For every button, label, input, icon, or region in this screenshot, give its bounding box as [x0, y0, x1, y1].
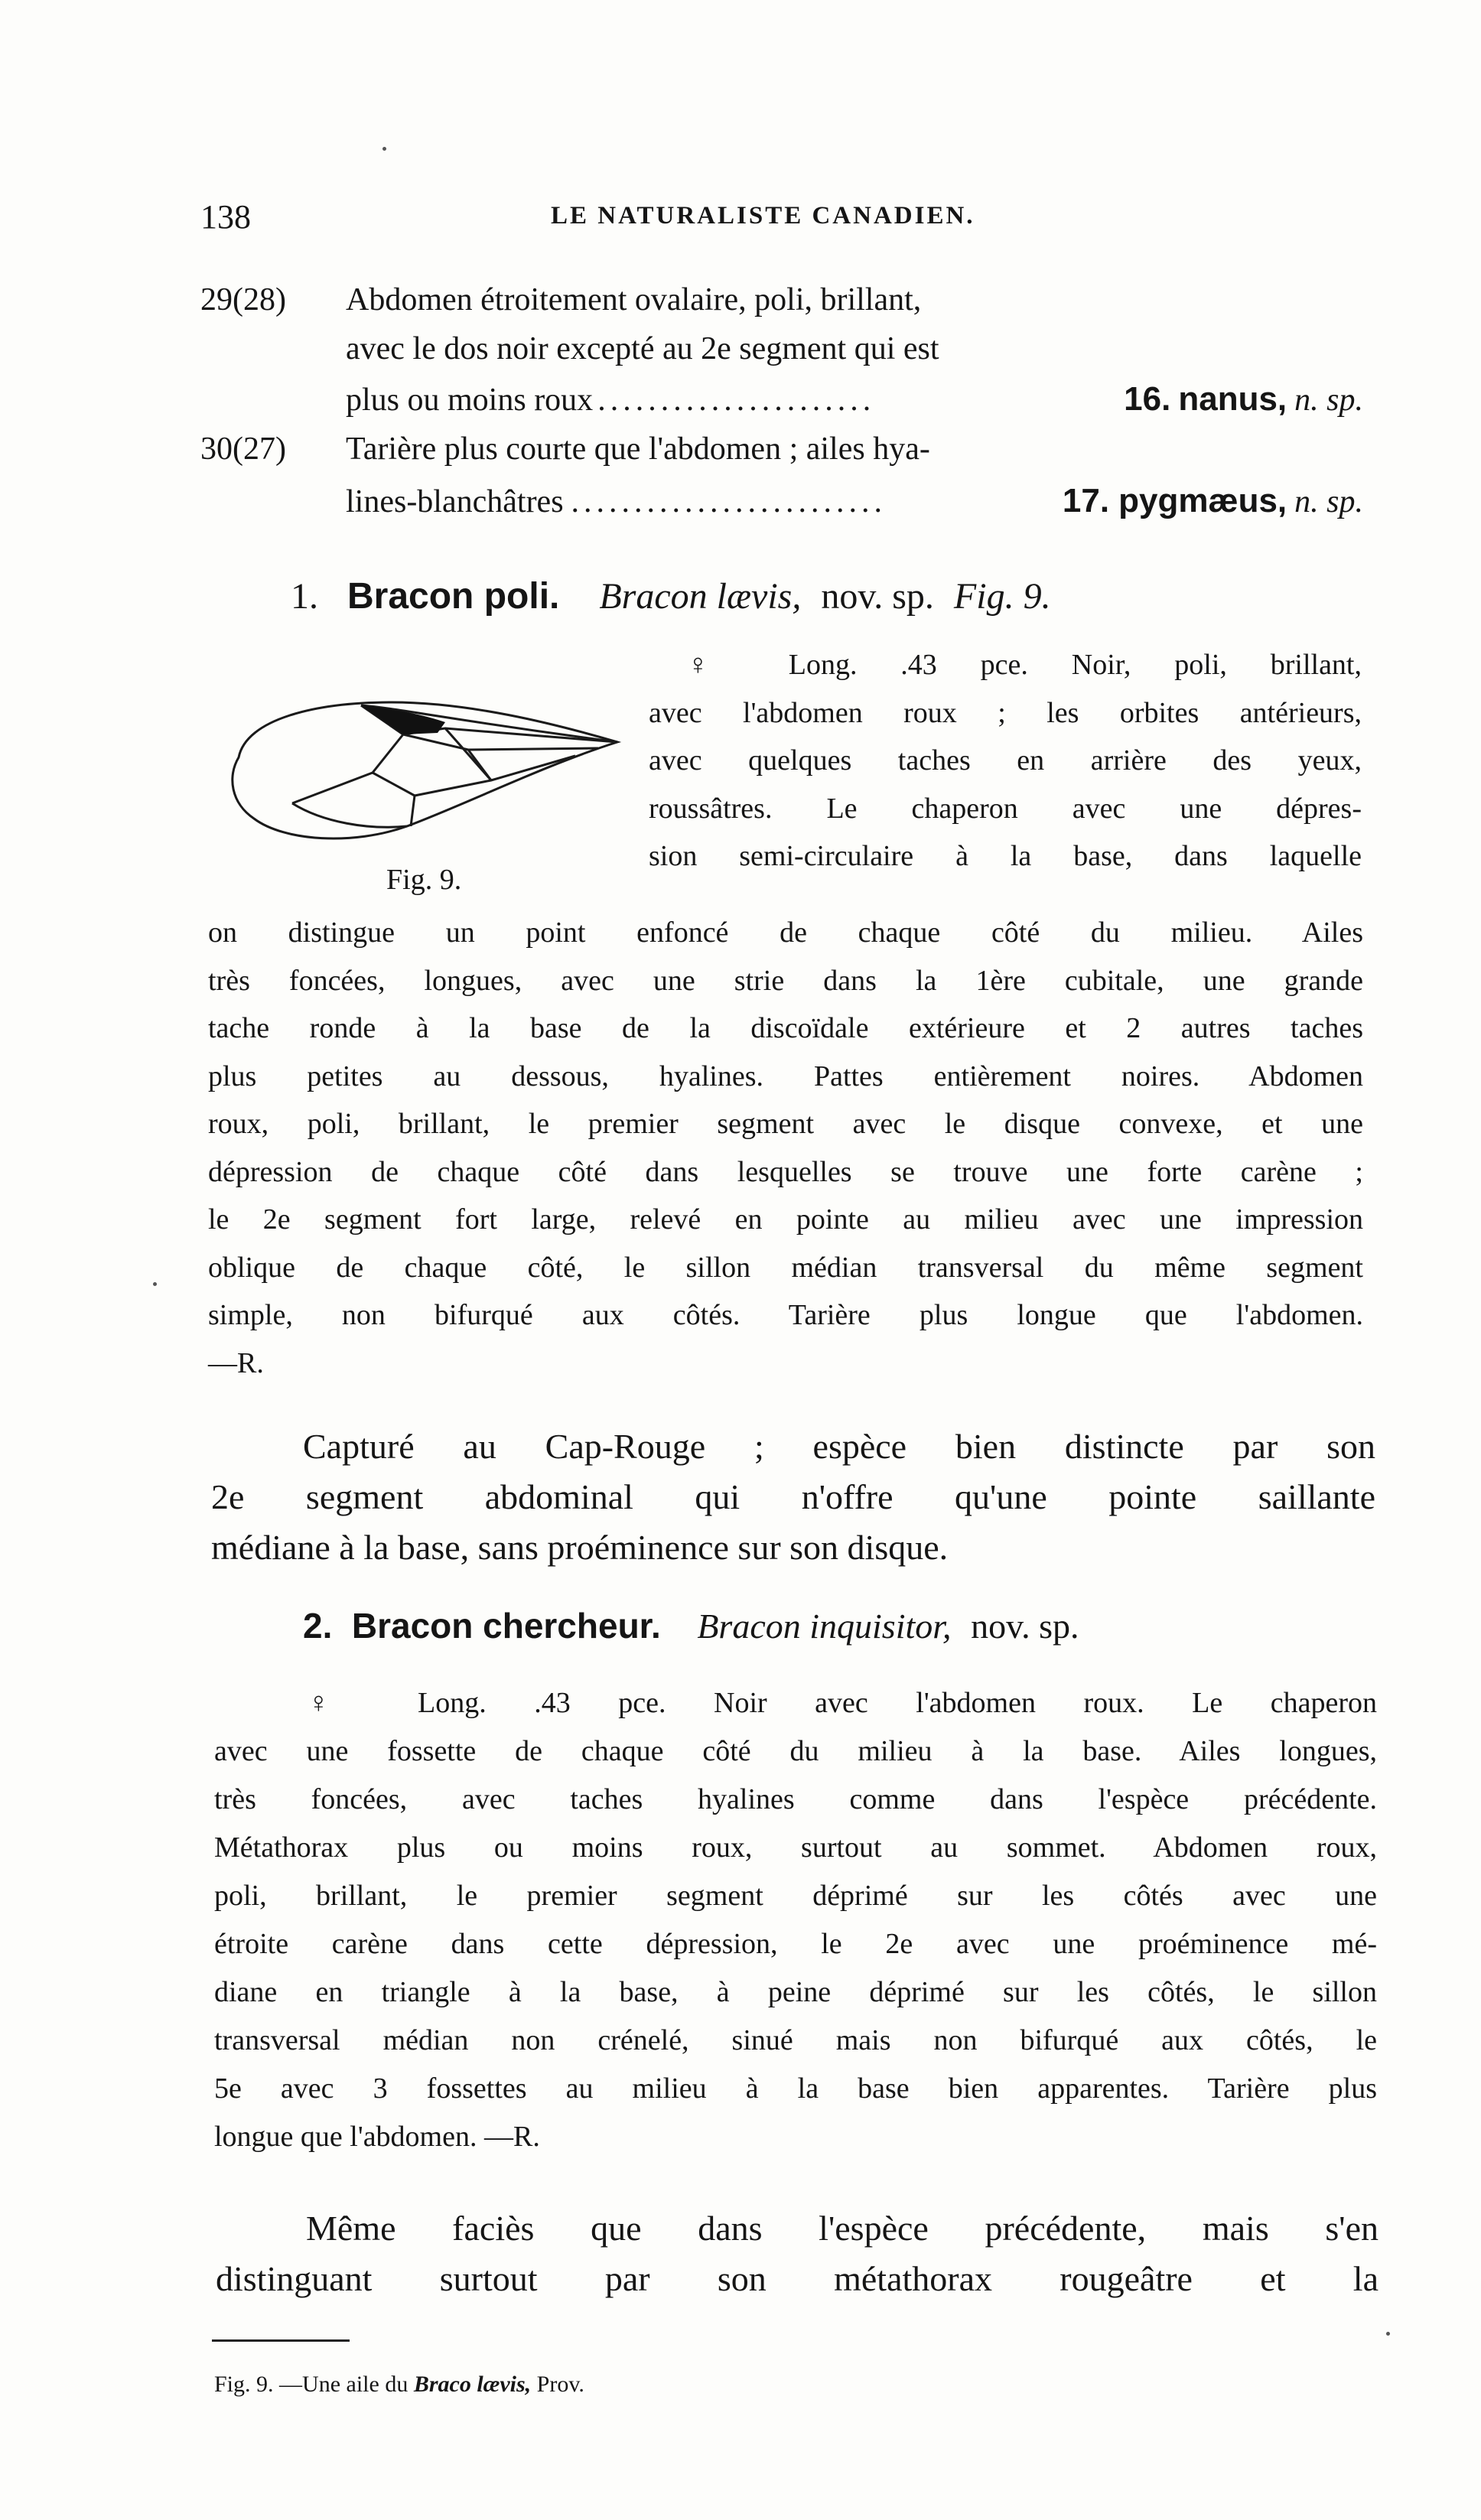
text-line: très foncées, avec taches hyalines comme dans l'espèce précédente.	[214, 1783, 1377, 1815]
text-line: médiane à la base, sans proéminence sur son disque.	[211, 1528, 949, 1567]
key-number: 29(28)	[200, 282, 286, 317]
text-line: transversal médian non crénelé, sinué mais non bifurqué aux côtés, le	[214, 2024, 1377, 2056]
text-line: étroite carène dans cette dépression, le 2e avec une proéminence mé-	[214, 1928, 1377, 1960]
species-status: nov. sp.	[971, 1607, 1079, 1646]
wing-figure	[216, 689, 629, 857]
footnote-text-after: Prov.	[536, 2372, 584, 2397]
species-number: 1.	[291, 576, 318, 617]
text-line: Métathorax plus ou moins roux, surtout au sommet. Abdomen roux,	[214, 1831, 1377, 1864]
text-line: poli, brillant, le premier segment déprimé sur les côtés avec une	[214, 1880, 1377, 1912]
text-line: dépression de chaque côté dans lesquelles se trouve une forte carène ;	[208, 1155, 1363, 1188]
speck	[153, 1282, 157, 1286]
text-line: tache ronde à la base de la discoïdale extérieure et 2 autres taches	[208, 1012, 1363, 1044]
text-line: plus petites au dessous, hyalines. Pattes entièrement noires. Abdomen	[208, 1060, 1363, 1092]
species1-description-wrap	[649, 641, 1362, 881]
key-entry-name: pygmæus,	[1118, 482, 1287, 519]
footnote-rule	[212, 2339, 350, 2342]
dot-leader: .........................	[571, 484, 887, 519]
key-entry-suffix: n. sp.	[1294, 484, 1363, 519]
key-entry-number: 17.	[1062, 482, 1110, 519]
text-line: roussâtres. Le chaperon avec une dépres-	[649, 792, 1362, 825]
species-heading-2	[303, 1605, 1079, 1646]
text-line: 5e avec 3 fossettes au milieu à la base bien apparentes. Tarière plus	[214, 2072, 1377, 2105]
text-line: sion semi-circulaire à la base, dans laquelle	[649, 840, 1362, 872]
text-line: Capturé au Cap-Rouge ; espèce bien distincte par son	[303, 1427, 1375, 1466]
key-entry-suffix: n. sp.	[1294, 383, 1363, 418]
key-leader-line	[346, 482, 1363, 520]
species-latin-name: Bracon lævis,	[599, 576, 802, 617]
text-line: longue que l'abdomen. —R.	[214, 2121, 540, 2153]
text-line: diane en triangle à la base, à peine déprimé sur les côtés, le sillon	[214, 1976, 1377, 2008]
speck	[1386, 2332, 1390, 2336]
species1-note	[211, 1421, 1375, 1573]
text-line: —R.	[208, 1346, 264, 1379]
key-entry-number: 16.	[1124, 380, 1171, 418]
species-latin-name: Bracon inquisitor,	[697, 1607, 952, 1646]
species-status: nov. sp.	[821, 576, 934, 617]
text-line: simple, non bifurqué aux côtés. Tarière plus longue que l'abdomen.	[208, 1299, 1363, 1331]
key-line: plus ou moins roux	[346, 383, 594, 418]
text-line: très foncées, longues, avec une strie dans la 1ère cubitale, une grande	[208, 964, 1363, 997]
species2-description	[214, 1679, 1377, 2161]
key-leader-line	[346, 380, 1363, 418]
species1-description	[208, 909, 1363, 1387]
key-line: Abdomen étroitement ovalaire, poli, brillant,	[346, 282, 922, 317]
footnote-text: —Une aile du	[279, 2372, 408, 2397]
page-number: 138	[200, 198, 251, 236]
species-number: 2.	[303, 1606, 333, 1646]
figure-reference: Fig. 9.	[953, 576, 1051, 617]
text-line: Même faciès que dans l'espèce précédente, mais s'en	[306, 2209, 1378, 2248]
text-line: roux, poli, brillant, le premier segment avec le disque convexe, et une	[208, 1108, 1363, 1140]
species-common-name: Bracon poli.	[347, 576, 560, 617]
text-line: avec quelques taches en arrière des yeux,	[649, 744, 1362, 777]
text-line: le 2e segment fort large, relevé en pointe au milieu avec une impression	[208, 1203, 1363, 1236]
key-line: lines-blanchâtres	[346, 484, 564, 519]
text-line: avec l'abdomen roux ; les orbites antérieurs,	[649, 696, 1362, 729]
text-line: ♀ Long. .43 pce. Noir, poli, brillant,	[687, 649, 1362, 681]
speck	[382, 147, 386, 151]
running-title: LE NATURALISTE CANADIEN.	[551, 202, 975, 230]
figure-caption: Fig. 9.	[386, 864, 462, 896]
key-line: Tarière plus courte que l'abdomen ; ailes hya-	[346, 431, 930, 467]
text-line: 2e segment abdominal qui n'offre qu'une pointe saillante	[211, 1477, 1375, 1516]
key-line: avec le dos noir excepté au 2e segment qui est	[346, 331, 939, 366]
footnote	[214, 2372, 584, 2398]
text-line: ♀ Long. .43 pce. Noir avec l'abdomen roux. Le chaperon	[308, 1687, 1377, 1719]
text-line: on distingue un point enfoncé de chaque côté du milieu. Ailes	[208, 917, 1363, 949]
text-line: oblique de chaque côté, le sillon médian transversal du même segment	[208, 1251, 1363, 1284]
species-heading-1	[291, 575, 1051, 617]
text-line: avec une fossette de chaque côté du milieu à la base. Ailes longues,	[214, 1735, 1377, 1767]
dot-leader: ......................	[597, 383, 876, 418]
key-entry-name: nanus,	[1178, 380, 1287, 418]
key-number: 30(27)	[200, 431, 286, 467]
text-line: distinguant surtout par son métathorax rougeâtre et la	[216, 2259, 1378, 2298]
species-common-name: Bracon chercheur.	[351, 1606, 661, 1646]
footnote-label: Fig. 9.	[214, 2372, 274, 2397]
footnote-italic: Braco lævis,	[413, 2372, 532, 2397]
species2-note	[216, 2203, 1378, 2304]
